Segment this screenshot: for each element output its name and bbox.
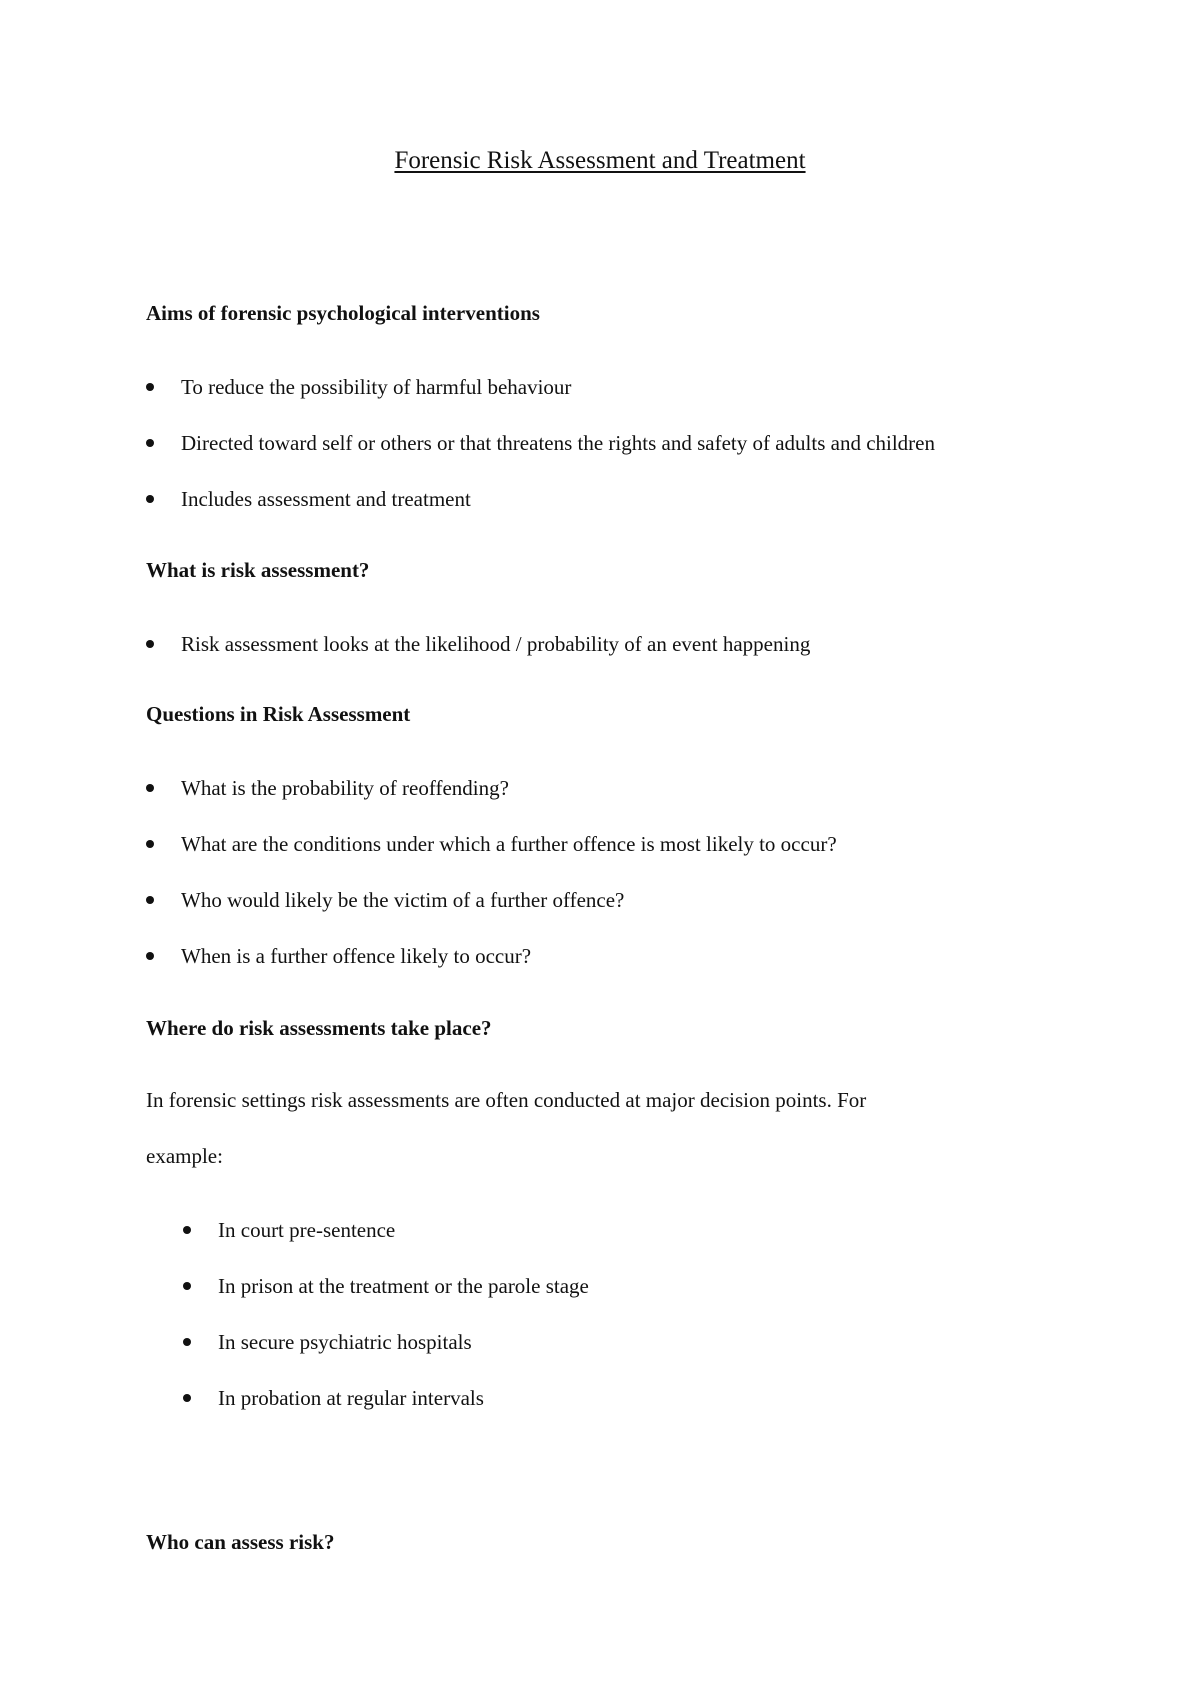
list-item xyxy=(146,429,935,457)
bullet-icon xyxy=(146,383,154,391)
section-heading-what-is-risk-assessment: What is risk assessment? xyxy=(146,558,370,582)
bullet-icon xyxy=(146,840,154,848)
list-item xyxy=(183,1384,484,1412)
list-item xyxy=(146,373,571,401)
section-heading-aims: Aims of forensic psychological interventions xyxy=(146,301,540,325)
bullet-icon xyxy=(183,1338,191,1346)
bullet-icon xyxy=(183,1394,191,1402)
list-item xyxy=(146,485,471,513)
list-item xyxy=(146,942,531,970)
bullet-icon xyxy=(146,439,154,447)
list-item-text: In court pre-sentence xyxy=(218,1217,396,1242)
list-item xyxy=(146,630,810,658)
list-item-text: To reduce the possibility of harmful behaviour xyxy=(181,374,572,399)
list-item xyxy=(183,1272,589,1300)
list-item-text: What are the conditions under which a further offence is most likely to occur? xyxy=(181,831,837,856)
list-item-text: In prison at the treatment or the parole stage xyxy=(218,1273,589,1298)
bullet-icon xyxy=(146,495,154,503)
list-item xyxy=(183,1328,472,1356)
section-heading-questions: Questions in Risk Assessment xyxy=(146,702,411,726)
bullet-icon xyxy=(146,640,154,648)
bullet-icon xyxy=(146,784,154,792)
page-title: Forensic Risk Assessment and Treatment xyxy=(394,147,806,174)
list-item xyxy=(146,774,509,802)
list-item xyxy=(146,886,624,914)
list-item xyxy=(183,1216,395,1244)
list-item-text: In secure psychiatric hospitals xyxy=(218,1329,472,1354)
section-heading-who-can-assess: Who can assess risk? xyxy=(146,1530,335,1554)
list-item-text: In probation at regular intervals xyxy=(218,1385,484,1410)
bullet-icon xyxy=(146,952,154,960)
bullet-icon xyxy=(183,1226,191,1234)
list-item-text: Includes assessment and treatment xyxy=(181,486,471,511)
list-item-text: Directed toward self or others or that threatens the rights and safety of adults and children xyxy=(181,430,936,455)
list-item-text: Who would likely be the victim of a further offence? xyxy=(181,887,625,912)
list-item-text: Risk assessment looks at the likelihood / probability of an event happening xyxy=(181,631,811,656)
bullet-icon xyxy=(146,896,154,904)
section-heading-where: Where do risk assessments take place? xyxy=(146,1016,492,1040)
bullet-icon xyxy=(183,1282,191,1290)
list-item-text: What is the probability of reoffending? xyxy=(181,775,509,800)
list-item-text: When is a further offence likely to occur? xyxy=(181,943,532,968)
paragraph-line: example: xyxy=(146,1144,223,1168)
list-item xyxy=(146,830,837,858)
paragraph-line: In forensic settings risk assessments are often conducted at major decision points. For xyxy=(146,1088,867,1112)
